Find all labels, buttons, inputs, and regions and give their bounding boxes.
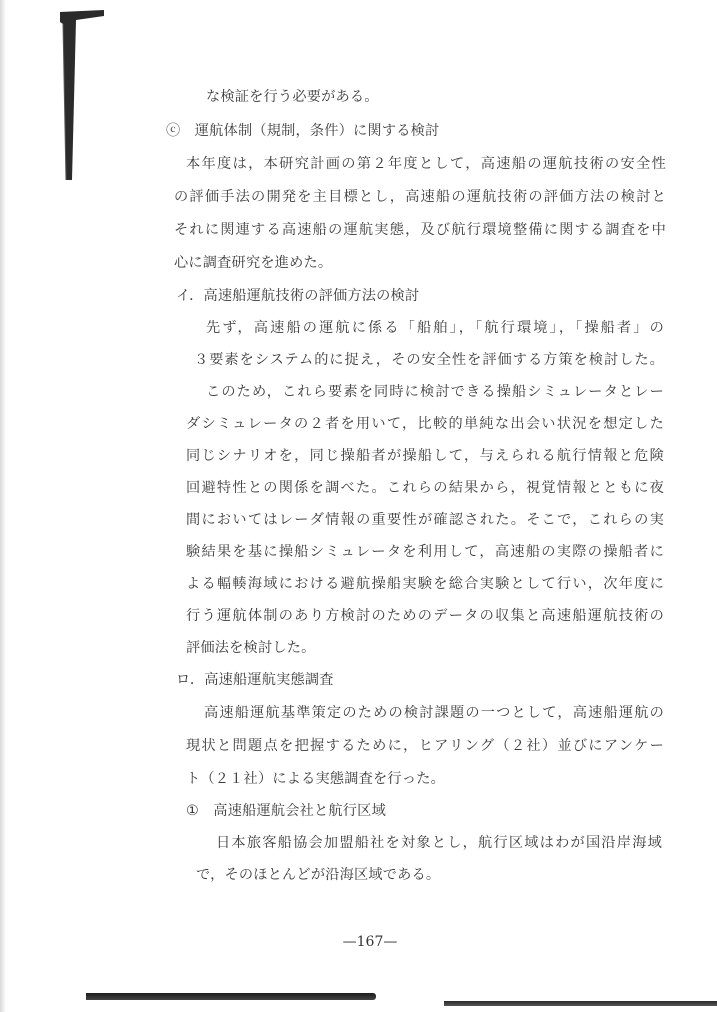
scan-bottom-rule-right [444,1001,717,1006]
text-line: の評価手法の開発を主目標とし，高速船の運航技術の評価方法の検討と [174,189,666,205]
text-line: ト（２１社）による実態調査を行った。 [186,771,445,787]
text-line: それに関連する高速船の運航実態，及び航行環境整備に関する調査を中 [174,222,666,238]
text-line: このため，これら要素を同時に検討できる操船シミュレータとレー [206,384,664,400]
text-line: 回避特性との関係を調べた。これらの結果から，視覚情報とともに夜 [186,480,664,496]
subsection-heading-i: イ．高速船運航技術の評価方法の検討 [176,288,420,304]
text-line: よる輻輳海域における避航操船実験を総合実験として行い，次年度に [186,576,664,592]
text-line: 行う運航体制のあり方検討のためのデータの収集と高速船運航技術の [186,608,664,624]
text-line: 高速船運航基準策定のための検討課題の一つとして，高速船運航の [204,705,664,721]
text-line: 同じシナリオを，同じ操船者が操船して，与えられる航行情報と危険 [186,448,664,464]
subsection-heading-ro: ロ．高速船運航実態調査 [176,672,334,688]
text-line: 評価法を検討した。 [186,640,316,656]
text-line: 心に調査研究を進めた。 [174,255,333,271]
text-line: 現状と問題点を把握するために，ヒアリング（２社）並びにアンケー [186,738,664,754]
text-line: 間においてはレーダ情報の重要性が確認された。そこで，これらの実 [186,512,664,528]
page-number: —167— [342,934,398,950]
scan-bottom-rule-left [86,993,376,1000]
text-line: ダシミュレータの２者を用いて，比較的単純な出会い状況を想定した [186,416,664,432]
corner-mark [60,10,104,180]
text-line: 験結果を基に操船シミュレータを利用して，高速船の実際の操船者に [186,544,664,560]
item-heading-1: ① 高速船運航会社と航行区域 [186,803,386,819]
text-line: で，そのほとんどが沿海区域である。 [196,867,441,883]
text-line: な検証を行う必要がある。 [206,89,379,105]
text-line: 日本旅客船協会加盟船社を対象とし，航行区域はわが国沿岸海域 [216,835,662,851]
scan-edge-shadow [0,0,6,1012]
section-heading-c: ⓒ 運航体制（規制，条件）に関する検討 [166,123,440,139]
text-line: 先ず，高速船の運航に係る「船舶」，「航行環境」，「操船者」の [206,320,664,336]
text-line: 本年度は，本研究計画の第２年度として，高速船の運航技術の安全性 [186,156,666,172]
text-line: ３要素をシステム的に捉え，その安全性を評価する方策を検討した。 [194,352,664,368]
